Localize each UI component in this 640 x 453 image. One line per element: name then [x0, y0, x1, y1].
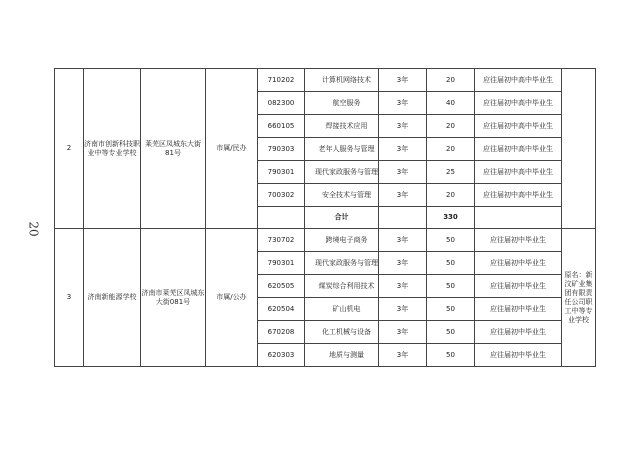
major-code: 790301 — [258, 161, 305, 184]
major-plan: 50 — [427, 344, 475, 367]
major-plan: 20 — [427, 115, 475, 138]
major-plan: 20 — [427, 69, 475, 92]
enrollment-table — [54, 68, 596, 367]
table-row — [55, 69, 596, 92]
school-index: 3 — [55, 229, 84, 367]
major-target: 应往届初中毕业生 — [475, 298, 562, 321]
major-code: 620303 — [258, 344, 305, 367]
school-address: 莱芜区凤城东大街81号 — [141, 69, 206, 229]
major-plan: 50 — [427, 321, 475, 344]
major-target: 应往届初中毕业生 — [475, 229, 562, 252]
page-number: 20 — [26, 221, 41, 237]
major-plan: 50 — [427, 229, 475, 252]
major-years: 3年 — [379, 184, 427, 207]
major-target: 应往届初中高中毕业生 — [475, 138, 562, 161]
subtotal-label: 合计 — [305, 207, 379, 229]
major-name: 跨境电子商务 — [305, 229, 379, 252]
major-code: 620505 — [258, 275, 305, 298]
major-name: 焊接技术应用 — [305, 115, 379, 138]
major-code: 660105 — [258, 115, 305, 138]
school-type: 市属/民办 — [206, 69, 258, 229]
major-code: 730702 — [258, 229, 305, 252]
major-plan: 50 — [427, 275, 475, 298]
school-address: 济南市莱芜区凤城东大街081号 — [141, 229, 206, 367]
major-plan: 20 — [427, 138, 475, 161]
major-name: 计算机网络技术 — [305, 69, 379, 92]
subtotal-target — [475, 207, 562, 229]
school-type: 市属/公办 — [206, 229, 258, 367]
school-note — [562, 69, 596, 229]
major-target: 应往届初中毕业生 — [475, 252, 562, 275]
major-target: 应往届初中高中毕业生 — [475, 161, 562, 184]
school-name: 济南市创新科技职业中等专业学校 — [84, 69, 141, 229]
major-years: 3年 — [379, 321, 427, 344]
major-name: 现代家政服务与管理 — [305, 252, 379, 275]
major-code: 700302 — [258, 184, 305, 207]
major-code: 082300 — [258, 92, 305, 115]
major-name: 安全技术与管理 — [305, 184, 379, 207]
major-years: 3年 — [379, 161, 427, 184]
major-code: 670208 — [258, 321, 305, 344]
major-name: 化工机械与设备 — [305, 321, 379, 344]
major-plan: 25 — [427, 161, 475, 184]
major-years: 3年 — [379, 138, 427, 161]
major-target: 应往届初中高中毕业生 — [475, 69, 562, 92]
major-plan: 50 — [427, 252, 475, 275]
major-years: 3年 — [379, 275, 427, 298]
major-code: 710202 — [258, 69, 305, 92]
major-name: 矿山机电 — [305, 298, 379, 321]
major-years: 3年 — [379, 229, 427, 252]
major-code: 790301 — [258, 252, 305, 275]
major-plan: 20 — [427, 184, 475, 207]
major-years: 3年 — [379, 344, 427, 367]
major-plan: 40 — [427, 92, 475, 115]
table-row — [55, 229, 596, 252]
subtotal-value: 330 — [427, 207, 475, 229]
school-note: 原名：新汶矿业集团有限责任公司职工中等专业学校 — [562, 229, 596, 367]
table-body — [55, 69, 596, 367]
major-target: 应往届初中毕业生 — [475, 275, 562, 298]
major-name: 航空服务 — [305, 92, 379, 115]
major-target: 应往届初中高中毕业生 — [475, 115, 562, 138]
major-code: 620504 — [258, 298, 305, 321]
school-name: 济南新能源学校 — [84, 229, 141, 367]
major-name: 现代家政服务与管理 — [305, 161, 379, 184]
major-years: 3年 — [379, 92, 427, 115]
major-target: 应往届初中毕业生 — [475, 321, 562, 344]
major-years: 3年 — [379, 252, 427, 275]
major-code: 790303 — [258, 138, 305, 161]
major-target: 应往届初中毕业生 — [475, 344, 562, 367]
subtotal-years — [379, 207, 427, 229]
major-years: 3年 — [379, 69, 427, 92]
major-target: 应往届初中高中毕业生 — [475, 92, 562, 115]
major-name: 地质与测量 — [305, 344, 379, 367]
major-years: 3年 — [379, 115, 427, 138]
major-name: 煤炭综合利用技术 — [305, 275, 379, 298]
major-plan: 50 — [427, 298, 475, 321]
school-index: 2 — [55, 69, 84, 229]
major-target: 应往届初中高中毕业生 — [475, 184, 562, 207]
subtotal-code — [258, 207, 305, 229]
major-years: 3年 — [379, 298, 427, 321]
major-name: 老年人服务与管理 — [305, 138, 379, 161]
